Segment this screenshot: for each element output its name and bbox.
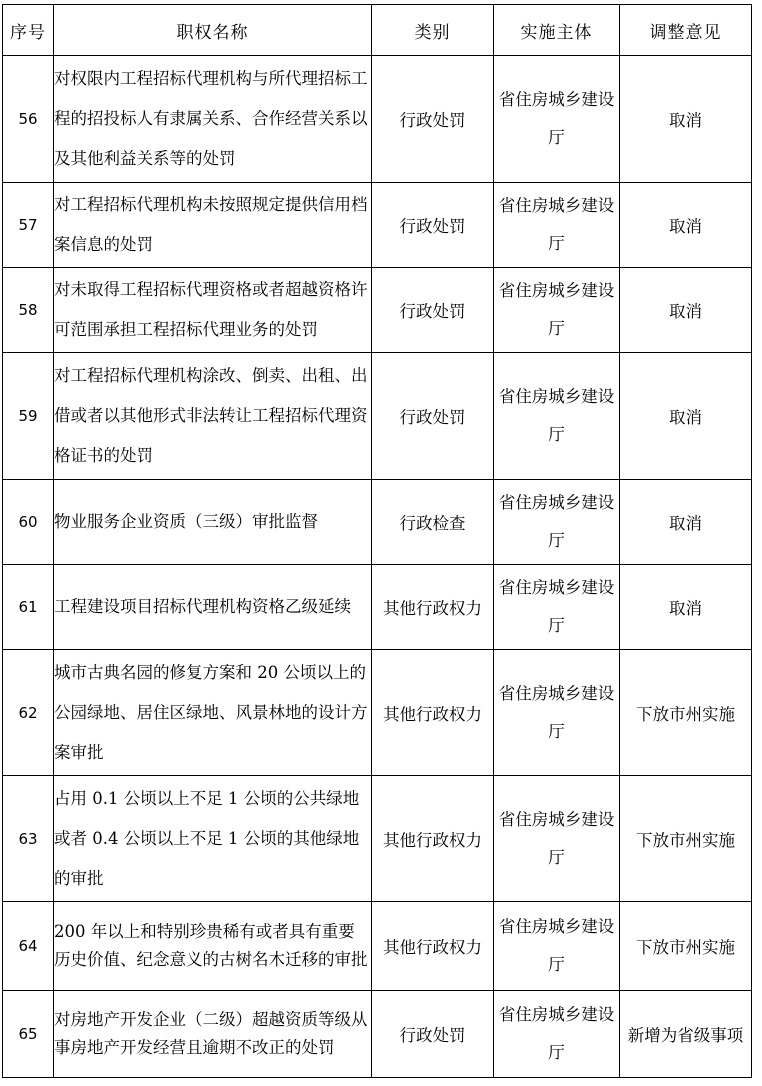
table-row	[3, 56, 752, 183]
row-opinion: 取消	[620, 480, 752, 565]
row-index: 63	[3, 776, 54, 902]
row-opinion: 取消	[620, 56, 752, 183]
table-row	[3, 183, 752, 268]
table-row	[3, 480, 752, 565]
row-index: 56	[3, 56, 54, 183]
row-name: 对未取得工程招标代理资格或者超越资格许可范围承担工程招标代理业务的处罚	[54, 268, 372, 353]
row-name: 物业服务企业资质（三级）审批监督	[54, 480, 372, 565]
row-opinion: 取消	[620, 353, 752, 480]
row-opinion: 新增为省级事项	[620, 991, 752, 1078]
row-category: 行政处罚	[372, 991, 494, 1078]
header-row	[3, 5, 752, 56]
row-implementer: 省住房城乡建设厅	[494, 776, 620, 902]
row-name: 200 年以上和特别珍贵稀有或者具有重要历史价值、纪念意义的古树名木迁移的审批	[54, 902, 372, 991]
row-implementer: 省住房城乡建设厅	[494, 902, 620, 991]
row-name: 对权限内工程招标代理机构与所代理招标工程的招投标人有隶属关系、合作经营关系以及其他利益关系等的处罚	[54, 56, 372, 183]
row-implementer: 省住房城乡建设厅	[494, 183, 620, 268]
powers-table	[2, 4, 752, 1078]
table-row	[3, 650, 752, 776]
row-name: 对工程招标代理机构涂改、倒卖、出租、出借或者以其他形式非法转让工程招标代理资格证书的处罚	[54, 353, 372, 480]
row-index: 60	[3, 480, 54, 565]
row-index: 59	[3, 353, 54, 480]
row-category: 行政处罚	[372, 183, 494, 268]
row-name: 对房地产开发企业（二级）超越资质等级从事房地产开发经营且逾期不改正的处罚	[54, 991, 372, 1078]
table-row	[3, 991, 752, 1078]
row-implementer: 省住房城乡建设厅	[494, 480, 620, 565]
row-category: 行政处罚	[372, 268, 494, 353]
row-name: 城市古典名园的修复方案和 20 公顷以上的公园绿地、居住区绿地、风景林地的设计方案审批	[54, 650, 372, 776]
row-index: 57	[3, 183, 54, 268]
row-category: 其他行政权力	[372, 902, 494, 991]
row-name: 对工程招标代理机构未按照规定提供信用档案信息的处罚	[54, 183, 372, 268]
row-opinion: 取消	[620, 268, 752, 353]
header-opinion: 调整意见	[620, 5, 752, 56]
header-name: 职权名称	[54, 5, 372, 56]
row-index: 64	[3, 902, 54, 991]
row-implementer: 省住房城乡建设厅	[494, 565, 620, 650]
header-implementer: 实施主体	[494, 5, 620, 56]
row-index: 61	[3, 565, 54, 650]
table-row	[3, 268, 752, 353]
row-opinion: 取消	[620, 565, 752, 650]
row-implementer: 省住房城乡建设厅	[494, 268, 620, 353]
table-row	[3, 776, 752, 902]
table-row	[3, 353, 752, 480]
header-index: 序号	[3, 5, 54, 56]
row-category: 行政检查	[372, 480, 494, 565]
row-category: 其他行政权力	[372, 565, 494, 650]
header-category: 类别	[372, 5, 494, 56]
row-category: 其他行政权力	[372, 650, 494, 776]
row-implementer: 省住房城乡建设厅	[494, 991, 620, 1078]
row-name: 占用 0.1 公顷以上不足 1 公顷的公共绿地或者 0.4 公顷以上不足 1 公顷的其他绿地的审批	[54, 776, 372, 902]
row-category: 行政处罚	[372, 353, 494, 480]
row-category: 行政处罚	[372, 56, 494, 183]
row-opinion: 下放市州实施	[620, 902, 752, 991]
row-opinion: 下放市州实施	[620, 650, 752, 776]
row-index: 58	[3, 268, 54, 353]
row-opinion: 取消	[620, 183, 752, 268]
row-category: 其他行政权力	[372, 776, 494, 902]
row-name: 工程建设项目招标代理机构资格乙级延续	[54, 565, 372, 650]
row-implementer: 省住房城乡建设厅	[494, 353, 620, 480]
row-opinion: 下放市州实施	[620, 776, 752, 902]
table-row	[3, 902, 752, 991]
row-implementer: 省住房城乡建设厅	[494, 56, 620, 183]
row-index: 65	[3, 991, 54, 1078]
row-implementer: 省住房城乡建设厅	[494, 650, 620, 776]
table-row	[3, 565, 752, 650]
row-index: 62	[3, 650, 54, 776]
